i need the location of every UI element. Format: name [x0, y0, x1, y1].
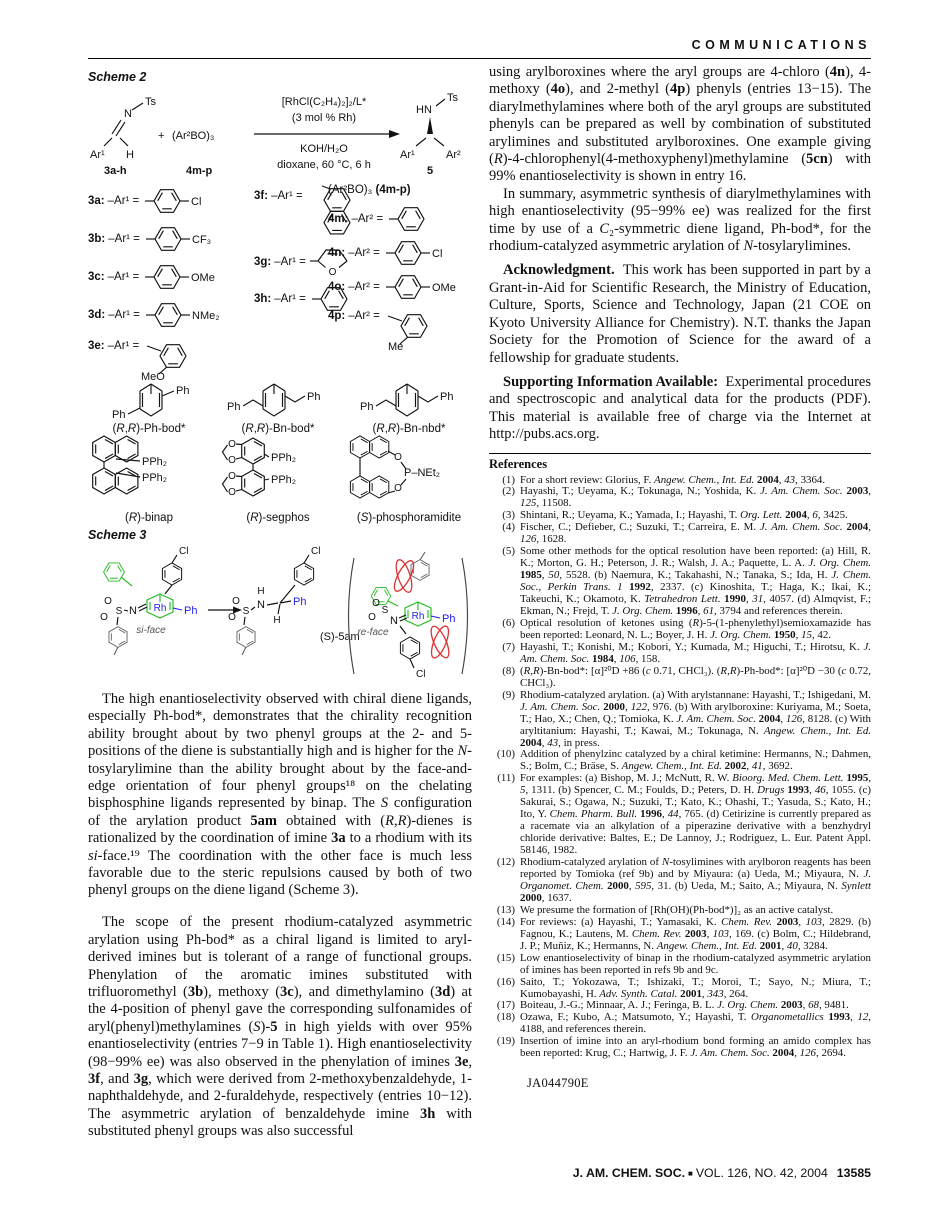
page-footer	[573, 1166, 871, 1180]
svg-text:O: O	[368, 612, 376, 623]
reference-item: (10) Addition of phenylzinc catalyzed by a chiral ketimine: Hermanns, N.; Dahmen, S.; Bolm, C.; Bräse, S. Angew. Chem., Int. Ed. 2002, 41, 3692.	[496, 748, 871, 773]
article-id: JA044790E	[527, 1076, 589, 1091]
product-tag: 5	[427, 165, 434, 177]
ligand-phosphoramidite: O P–NEt₂ O (S)-phosphoramidite	[346, 435, 472, 524]
right-column	[489, 64, 871, 1091]
reference-item: (1) For a short review: Glorius, F. Angew. Chem., Int. Ed. 2004, 43, 3364.	[502, 473, 826, 486]
svg-text:MeO: MeO	[141, 371, 166, 382]
product-label: (S)-5am	[320, 631, 360, 643]
imine-ts: Ts	[145, 96, 156, 108]
svg-text:CF₃: CF₃	[191, 234, 212, 246]
left-paragraph-2: The scope of the present rhodium-catalyzed asymmetric arylation using Ph-bod* as a chiral ligand is limited to aryl-derived imines but is tolerant of a range of functional groups. Phenylation of the aromatic imines substituted with trifluoromethyl (3b), methoxy (3c), and dimethylamino (3d) at the 4-position of phenyl gave the corresponding sulfonamides of aryl(phenyl)methylamines (S)-5 in high yields with over 95% enantioselectivity (entries 7−9 in Table 1). High enantioselectivity (98−99% ee) was also observed in the phenylation of imines 3e, 3f, and 3g, which were derived from 2-methoxybenzaldehyde, 1-naphthaldehyde, and 2-furaldehyde, respectively (entries 10−12). The asymmetric arylation of benzaldehyde imine 3h with substituted phenyl groups was also successful	[88, 914, 473, 1140]
scheme2-entry-3c: 3c: –Ar¹ = OMe	[88, 262, 219, 292]
reference-item: (9) Rhodium-catalyzed arylation. (a) With arylstannane: Hayashi, T.; Ishigedani, M. J. Am. Chem. Soc. 2000, 122, 976. (b) With arylboroxine: Kuriyama, M.; Soeta, T.; Hao, X.; Chen, Q.; Tomioka, K. J. Am. Chem. Soc. 2004, 126, 8128. (c) With aryltitanium: Hayashi, T.; Kawai, M.; Tokunaga, N. Angew. Chem., Int. Ed. 2004, 43, in press.	[502, 688, 871, 749]
supporting-info-heading: Supporting Information Available:	[503, 373, 719, 390]
scheme3-figure	[88, 544, 472, 686]
svg-text:N: N	[257, 599, 265, 611]
svg-text:N: N	[129, 605, 137, 617]
scheme2-entry-3g: 3g: –Ar¹ = O	[254, 246, 358, 278]
product-hn: HN	[416, 104, 432, 116]
left-paragraph-1: The high enantioselectivity observed with chiral diene ligands, especially Ph-bod*, demonstrates that the chirality recognition ability brought about by two phenyl groups at the 2- and 5-positions of the diene is substantially high and is higher for the N-tosylarylimine than the ability brought about by the face-and-edge orientation of four phenyl groups¹⁸ on the chelating bisphosphine ligands represented by binap. The S configuration of the arylation product 5am obtained with (R,R)-dienes is rationalized by the coordination of imine 3a to a rhodium with its si-face.¹⁹ The coordination with the other face is much less favorable due to the steric repulsions caused by both of two phenyl groups on the diene ligand (Scheme 3).	[88, 691, 473, 899]
header-rule	[88, 58, 871, 59]
svg-text:P–NEt₂: P–NEt₂	[404, 467, 441, 479]
svg-text:O: O	[232, 596, 240, 607]
diene-ligand-row	[88, 382, 472, 435]
tosyl-ring	[109, 627, 127, 648]
svg-text:S: S	[381, 605, 389, 616]
scheme2-label: Scheme 2	[88, 70, 147, 84]
scheme2-entry-4n: 4n: –Ar² = Cl	[328, 238, 456, 268]
reference-item: (11) For examples: (a) Bishop, M. J.; McNutt, R. W. Bioorg. Med. Chem. Lett. 1995, 5, 1311. (b) Spencer, C. M.; Foulds, D.; Peters, D. H. Drugs 1993, 46, 1055. (c) Sakurai, S.; Ogawa, N.; Suzuki, T.; Kato, K.; Ohashi, T.; Yasuda, S.; Kato, H.; Ito, Y. Chem. Pharm. Bull. 1996, 44, 765. (d) Cetirizine is currently prepared as a racemate via an alkylation of a piperazine derivative with a benzhydryl chloride derivative: Baltes, E.; De Lannoy, J.; Rodriguez, L. Eur. Patent Appl. 58146, 1982.	[497, 772, 872, 857]
svg-text:O: O	[328, 267, 337, 278]
phosphine-ligand-row	[88, 435, 472, 524]
product-ar2: Ar²	[446, 149, 461, 161]
svg-text:O: O	[372, 598, 380, 609]
svg-text:PPh₂: PPh₂	[142, 456, 168, 468]
green-phenyl-ring	[104, 563, 125, 581]
reference-item: (5) Some other methods for the optical resolution have been reported: (a) Hill, R. K.; Morton, G. H.; Peterson, J. R.; Walsh, J. A.; Paquette, L. A. J. Org. Chem. 1985, 50, 5528. (b) Naemura, K.; Takahashi, N.; Tanaka, S.; Ida, H. J. Chem. Soc., Perkin Trans. 1 1992, 2337. (c) Kinoshita, T.; Haga, K.; Ikai, K.; Takeuchi, K.; Okamoto, K. Tetrahedron Lett. 1990, 31, 4057. (d) Almqvist, F.; Ekman, N.; Frejd, T. J. Org. Chem. 1996, 61, 3794 and references therein.	[502, 545, 871, 618]
svg-text:Rh: Rh	[411, 611, 425, 622]
svg-text:O: O	[228, 439, 236, 450]
scheme2-entry-3a: 3a: –Ar¹ = Cl	[88, 186, 219, 216]
svg-text:Cl: Cl	[191, 196, 202, 208]
svg-text:O: O	[394, 452, 402, 463]
boroxine-tag: 4m-p	[186, 165, 213, 177]
scheme3-label: Scheme 3	[88, 528, 147, 542]
svg-text:S: S	[115, 606, 123, 617]
scheme2-entry-3h: 3h: –Ar¹ =	[254, 284, 352, 314]
svg-text:O: O	[228, 612, 236, 623]
reference-item: (2) Hayashi, T.; Ueyama, K.; Tokunaga, N.; Yoshida, K. J. Am. Chem. Soc. 2003, 125, 11508.	[502, 485, 871, 510]
scheme2-entry-3b: 3b: –Ar¹ = CF₃	[88, 224, 220, 254]
svg-text:N: N	[390, 615, 398, 627]
ligand-ph-bod: Ph Ph (R,R)-Ph-bod*	[112, 385, 190, 435]
imine-tag: 3a-h	[104, 165, 127, 177]
svg-text:O: O	[228, 455, 236, 466]
base-line: KOH/H₂O	[300, 143, 348, 155]
catalyst-loading: (3 mol % Rh)	[291, 112, 357, 124]
product-ar1: Ar¹	[400, 149, 415, 161]
catalyst-line: [RhCl(C₂H₄)₂]₂/L*	[281, 96, 367, 108]
svg-text:Cl: Cl	[179, 546, 189, 557]
svg-text:Cl: Cl	[431, 248, 443, 260]
references-rule	[489, 453, 871, 454]
ligand-segphos: O O PPh₂ O O PPh₂ (R)-segphos	[217, 435, 339, 524]
scheme2-entry-4o: 4o: –Ar² = OMe	[328, 272, 464, 302]
page-number: 13585	[836, 1166, 871, 1180]
supporting-information: Supporting Information Available: Experimental procedures and spectroscopic and analytical data for the products (PDF). This material is available free of charge via the Internet at http://pubs.acs.org.	[489, 373, 871, 443]
product-chlorophenyl-ring	[294, 563, 313, 585]
reference-item: (7) Hayashi, T.; Konishi, M.; Kobori, Y.; Kumada, M.; Higuchi, T.; Hirotsu, K. J. Am. Chem. Soc. 1984, 106, 158.	[502, 640, 871, 665]
scheme2-substituent-grid	[88, 182, 472, 382]
journal-name: J. AM. CHEM. SOC.	[572, 1166, 686, 1180]
svg-text:Ph: Ph	[176, 385, 190, 397]
ligand-bn-nbd: Ph Ph (R,R)-Bn-nbd*	[346, 382, 472, 435]
svg-text:O: O	[104, 596, 112, 607]
imine-n: N	[124, 108, 132, 120]
svg-text:Ph: Ph	[442, 613, 456, 625]
right-paragraph-2: In summary, asymmetric synthesis of diarylmethylamines with high enantioselectivity (95−99% ee) was realized for the first time by use of a C₂-symmetric diene ligand, Ph-bod*, for the rhodium-catalyzed asymmetric arylation of N-tosylarylimines.	[489, 185, 871, 255]
acknowledgment: Acknowledgment. This work has been supported in part by a Grant-in-Aid for Scientific Research, the Ministry of Education, Culture, Sports, Science and Technology, Japan (21 COE on Kyoto University Alliance for Chemistry). N.T. thanks the Japan Society for the Promotion of Science for the award of a fellowship for graduate students.	[489, 262, 871, 366]
svg-text:OMe: OMe	[431, 282, 456, 294]
scheme2-entry-4p: 4p: –Ar² = Me	[328, 304, 450, 352]
page-header-label: COMMUNICATIONS	[691, 38, 871, 52]
svg-text:Cl: Cl	[311, 546, 321, 557]
svg-text:H: H	[273, 615, 281, 626]
acknowledgment-heading: Acknowledgment.	[503, 262, 615, 279]
boroxine-formula: (Ar²BO)₃	[172, 130, 215, 142]
svg-text:O: O	[228, 471, 236, 482]
svg-text:PPh₂: PPh₂	[271, 452, 297, 464]
references-list	[489, 475, 871, 1061]
scheme2-entry-3f: 3f: –Ar¹ =	[254, 184, 361, 240]
chlorophenyl-ring	[162, 563, 181, 585]
svg-text:O: O	[100, 612, 108, 623]
references-heading: References	[489, 456, 548, 471]
svg-text:Ph: Ph	[293, 596, 307, 608]
reference-item: (3) Shintani, R.; Ueyama, K.; Yamada, I.; Hayashi, T. Org. Lett. 2004, 6, 3425.	[502, 509, 848, 522]
reference-item: (12) Rhodium-catalyzed arylation of N-tosylimines with arylboron reagents has been reported by Tomioka (ref 9b) and by Miyaura: (a) Ueda, M.; Miyaura, N. J. Organomet. Chem. 2000, 595, 31. (b) Ueda, M.; Saito, A.; Miyaura, N. Synlett 2000, 1637.	[496, 856, 871, 904]
svg-text:H: H	[257, 586, 265, 597]
reference-item: (17) Boiteau, J.-G.; Minnaar, A. J.; Feringa, B. L. J. Org. Chem. 2003, 68, 9481.	[496, 999, 849, 1012]
scheme2-entry-4m: 4m: –Ar² =	[328, 204, 429, 234]
reference-item: (13) We presume the formation of [Rh(OH)(Ph-bod*)]₂ as an active catalyst.	[496, 903, 834, 916]
svg-text:O: O	[228, 487, 236, 498]
imine-h: H	[126, 149, 134, 161]
ligand-bn-bod: Ph Ph (R,R)-Bn-bod*	[215, 382, 341, 435]
svg-text:Ph: Ph	[227, 401, 241, 413]
reference-item: (6) Optical resolution of ketones using (R)-5-(1-phenylethyl)semioxamazide has been reported: Leonard, N. L.; Boyer, J. H. J. Org. Chem. 1950, 15, 42.	[502, 616, 871, 641]
plus-sign: +	[158, 130, 165, 142]
scheme2-entry-3e: 3e: –Ar¹ = MeO	[88, 334, 219, 382]
svg-text:Cl: Cl	[416, 669, 426, 680]
svg-text:OMe: OMe	[191, 272, 216, 284]
scheme2-reaction-figure	[88, 86, 472, 178]
reference-item: (15) Low enantioselectivity of binap in the rhodium-catalyzed asymmetric arylation of imines has been reported in refs 9b and 9c.	[496, 951, 871, 976]
solvent-line: dioxane, 60 °C, 6 h	[277, 159, 371, 171]
svg-text:Ph: Ph	[184, 605, 198, 617]
svg-text:PPh₂: PPh₂	[271, 474, 297, 486]
svg-text:Ph: Ph	[440, 391, 454, 403]
imine-ar1: Ar¹	[90, 149, 105, 161]
product-ts: Ts	[447, 92, 458, 104]
boroxine-header: (Ar²BO)₃ (4m-p)	[328, 184, 411, 196]
reference-item: (19) Insertion of imine into an aryl-rhodium bond forming an amido complex has been reported: Krug, C.; Hartwig, J. F. J. Am. Chem. Soc. 2004, 126, 2694.	[496, 1035, 871, 1060]
svg-text:S: S	[242, 606, 250, 617]
reference-item: (4) Fischer, C.; Defieber, C.; Suzuki, T.; Carreira, E. M. J. Am. Chem. Soc. 2004, 126, 1628.	[502, 521, 871, 546]
volume-info: VOL. 126, NO. 42, 2004	[695, 1166, 828, 1180]
re-face-label: re-face	[357, 627, 389, 638]
svg-text:Ph: Ph	[360, 401, 374, 413]
scheme2-entry-3d: 3d: –Ar¹ = NMe₂	[88, 300, 224, 330]
reference-item: (14) For reviews: (a) Hayashi, T.; Yamasaki, K. Chem. Rev. 2003, 103, 2829. (b) Fagnou, K.; Lautens, M. Chem. Rev. 2003, 103, 169. (c) Bolm, C.; Hildebrand, J. P.; Muñiz, K.; Hermanns, N. Angew. Chem., Int. Ed. 2001, 40, 3284.	[496, 915, 872, 952]
svg-text:Ph: Ph	[112, 409, 126, 421]
svg-text:O: O	[394, 483, 402, 494]
svg-text:NMe₂: NMe₂	[191, 310, 220, 322]
left-column	[88, 66, 472, 1141]
svg-text:Ph: Ph	[307, 391, 321, 403]
footer-separator-icon: ■	[688, 1169, 693, 1178]
ligand-binap: PPh₂ PPh₂ (R)-binap	[88, 435, 210, 524]
reference-item: (16) Saito, T.; Yokozawa, T.; Ishizaki, T.; Moroi, T.; Sayo, N.; Miura, T.; Kumobayashi, H. Adv. Synth. Catal. 2001, 343, 264.	[496, 975, 871, 1000]
reference-item: (18) Ozawa, F.; Kubo, A.; Matsumoto, Y.; Hayashi, T. Organometallics 1993, 12, 4188, and references therein.	[496, 1011, 871, 1036]
svg-text:PPh₂: PPh₂	[142, 472, 168, 484]
svg-text:Rh: Rh	[153, 603, 167, 614]
si-face-label: si-face	[136, 625, 166, 636]
reference-item: (8) (R,R)-Bn-bod*: [α]²⁰D +86 (c 0.71, CHCl₃). (R,R)-Ph-bod*: [α]²⁰D −30 (c 0.72, CHCl₃).	[502, 664, 871, 689]
right-paragraph-1: using arylboroxines where the aryl groups are 4-chloro (4n), 4-methoxy (4o), and 2-methyl (4p) phenyls (entries 13−15). The diarylmethylamines where both of the aryl groups are substituted phenyls can be prepared as well by combination of substituted arylimines and substituted arylboroxines. One example giving (R)-4-chlorophenyl(4-methoxyphenyl)methylamine (5cn) with 99% enantioselectivity is shown in entry 16.	[489, 64, 871, 185]
svg-text:Me: Me	[387, 341, 404, 352]
